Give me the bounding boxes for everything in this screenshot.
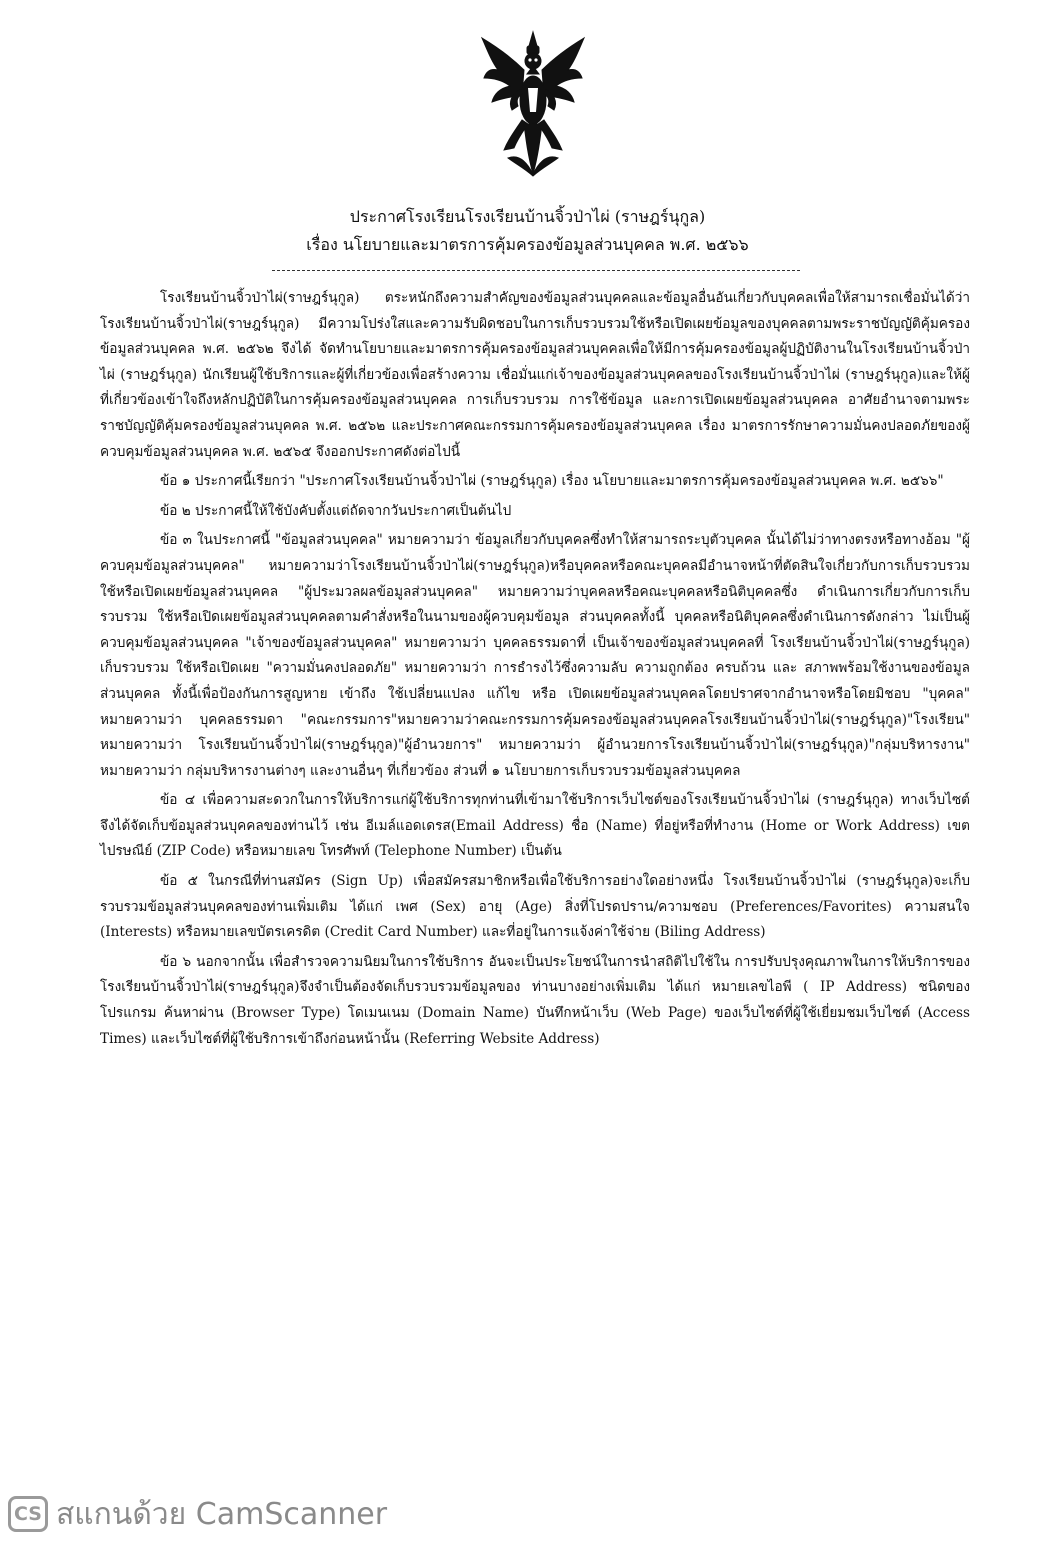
camscanner-logo-icon: CS (8, 1496, 48, 1532)
announcement-subject: เรื่อง นโยบายและมาตรการคุ้มครองข้อมูลส่วนบุคคล พ.ศ. ๒๕๖๖ (306, 235, 749, 254)
clause-6: ข้อ ๖ นอกจากนั้น เพื่อสำรวจความนิยมในการใช้บริการ อันจะเป็นประโยชน์ในการนำสถิติไปใช้ใน การปรับปรุงคุณภาพในการให้บริการของโรงเรียนบ้านจิ้วป่าไผ่(ราษฎร์นุกูล)จึงจำเป็นต้องจัดเก็บรวบรวมข้อมูลของ ท่านบางอย่างเพิ่มเติม ได้แก่ หมายเลขไอพี ( IP Address) ชนิดของ โปรแกรม ค้นหาผ่าน (Browser Type) โดเมนเนม (Domain Name) บันทึกหน้าเว็บ (Web Page) ของเว็บไซต์ที่ผู้ใช้เยี่ยมชมเว็บไซต์ (Access Times) และเว็บไซต์ที่ผู้ใช้บริการเข้าถึงก่อนหน้านั้น (Referring Website Address) (100, 953, 970, 1047)
announcement-title: ประกาศโรงเรียนโรงเรียนบ้านจิ้วป่าไผ่ (ราษฎร์นุกูล) (349, 207, 706, 226)
clause-2: ข้อ ๒ ประกาศนี้ให้ใช้บังคับตั้งแต่ถัดจากวันประกาศเป็นต้นไป (160, 502, 512, 519)
document-body (100, 286, 970, 1056)
camscanner-text: สแกนด้วย CamScanner (56, 1496, 388, 1532)
camscanner-watermark (8, 1492, 387, 1536)
clause-3: ข้อ ๓ ในประกาศนี้ "ข้อมูลส่วนบุคคล" หมายความว่า ข้อมูลเกี่ยวกับบุคคลซึ่งทำให้สามารถระบุตัวบุคคล นั้นได้ไม่ว่าทางตรงหรือทางอ้อม "ผู้ควบคุมข้อมูลส่วนบุคคล" หมายความว่าโรงเรียนบ้านจิ้วป่าไผ่(ราษฎร์นุกูล)หรือบุคคลหรือคณะบุคคลมีอำนาจหน้าที่ตัดสินใจเกี่ยวกับการเก็บรวบรวม ใช้หรือเปิดเผยข้อมูลส่วนบุคคล "ผู้ประมวลผลข้อมูลส่วนบุคคล" หมายความว่าบุคคลหรือคณะบุคคลหรือนิติบุคคลซึ่ง ดำเนินการเกี่ยวกับการเก็บรวบรวม ใช้หรือเปิดเผยข้อมูลส่วนบุคคลตามคำสั่งหรือในนามของผู้ควบคุมข้อมูล ส่วนบุคคลทั้งนี้ บุคคลหรือนิติบุคคลซึ่งดำเนินการดังกล่าว ไม่เป็นผู้ควบคุมข้อมูลส่วนบุคคล "เจ้าของข้อมูลส่วนบุคคล" หมายความว่า บุคคลธรรมดาที่ เป็นเจ้าของข้อมูลส่วนบุคคลที่ โรงเรียนบ้านจิ้วป่าไผ่(ราษฎร์นุกูล) เก็บรวบรวม ใช้หรือเปิดเผย "ความมั่นคงปลอดภัย" หมายความว่า การธำรงไว้ซึ่งความลับ ความถูกต้อง ครบถ้วน และ สภาพพร้อมใช้งานของข้อมูลส่วนบุคคล ทั้งนี้เพื่อป้องกันการสูญหาย เข้าถึง ใช้เปลี่ยนแปลง แก้ไข หรือ เปิดเผยข้อมูลส่วนบุคคลโดยปราศจากอำนาจหรือโดยมิชอบ "บุคคล" หมายความว่า บุคคลธรรมดา "คณะกรรมการ"หมายความว่าคณะกรรมการคุ้มครองข้อมูลส่วนบุคคลโรงเรียนบ้านจิ้วป่าไผ่(ราษฎร์นุกูล)"โรงเรียน" หมายความว่า โรงเรียนบ้านจิ้วป่าไผ่(ราษฎร์นุกูล)"ผู้อำนวยการ" หมายความว่า ผู้อำนวยการโรงเรียนบ้านจิ้วป่าไผ่(ราษฎร์นุกูล)"กลุ่มบริหารงาน" หมายความว่า กลุ่มบริหารงานต่างๆ และงานอื่นๆ ที่เกี่ยวข้อง ส่วนที่ ๑ นโยบายการเก็บรวบรวมข้อมูลส่วนบุคคล (100, 532, 970, 779)
clause-5: ข้อ ๕ ในกรณีที่ท่านสมัคร (Sign Up) เพื่อสมัครสมาชิกหรือเพื่อใช้บริการอย่างใดอย่างหนึ่ง โรงเรียนบ้านจิ้วป่าไผ่ (ราษฎร์นุกูล)จะเก็บรวบรวมข้อมูลส่วนบุคคลของท่านเพิ่มเติม ได้แก่ เพศ (Sex) อายุ (Age) สิ่งที่โปรดปราน/ความชอบ (Preferences/Favorites) ความสนใจ (Interests) หรือหมายเลขบัตรเครดิต (Credit Card Number) และที่อยู่ในการแจ้งค่าใช้จ่าย (Biling Address) (100, 873, 970, 941)
intro-paragraph: โรงเรียนบ้านจิ้วป่าไผ่(ราษฎร์นุกูล) ตระหนักถึงความสำคัญของข้อมูลส่วนบุคคลและข้อมูลอื่นอันเกี่ยวกับบุคคลเพื่อให้สามารถเชื่อมั่นได้ว่าโรงเรียนบ้านจิ้วป่าไผ่(ราษฎร์นุกูล) มีความโปร่งใสและความรับผิดชอบในการเก็บรวบรวมใช้หรือเปิดเผยข้อมูลของบุคคลตามพระราชบัญญัติคุ้มครองข้อมูลส่วนบุคคล พ.ศ. ๒๕๖๒ จึงได้ จัดทำนโยบายและมาตรการคุ้มครองข้อมูลส่วนบุคคลเพื่อให้มีการคุ้มครองข้อมูลผู้ปฏิบัติงานในโรงเรียนบ้านจิ้วป่าไผ่ (ราษฎร์นุกูล) นักเรียนผู้ใช้บริการและผู้ที่เกี่ยวข้องเพื่อสร้างความ เชื่อมั่นแก่เจ้าของข้อมูลส่วนบุคคลของโรงเรียนบ้านจิ้วป่าไผ่ (ราษฎร์นุกูล)และให้ผู้ที่เกี่ยวข้องเข้าใจถึงหลักปฏิบัติในการคุ้มครองข้อมูลส่วนบุคคล การเก็บรวบรวม การใช้ข้อมูล และการเปิดเผยข้อมูลส่วนบุคคล อาศัยอำนาจตามพระราชบัญญัติคุ้มครองข้อมูลส่วนบุคคล พ.ศ. ๒๕๖๒ และประกาศคณะกรรมการคุ้มครองข้อมูลส่วนบุคคล เรื่อง มาตรการรักษาความมั่นคงปลอดภัยของผู้ควบคุมข้อมูลส่วนบุคคล พ.ศ. ๒๕๖๕ จึงออกประกาศดังต่อไปนี้ (100, 290, 970, 460)
clause-4: ข้อ ๔ เพื่อความสะดวกในการให้บริการแก่ผู้ใช้บริการทุกท่านที่เข้ามาใช้บริการเว็บไซต์ของโรงเรียนบ้านจิ้วป่าไผ่ (ราษฎร์นุกูล) ทางเว็บไซต์จึงได้จัดเก็บข้อมูลส่วนบุคคลของท่านไว้ เช่น อีเมล์แอดเดรส(Email Address) ชื่อ (Name) ที่อยู่หรือที่ทำงาน (Home or Work Address) เขตไปรษณีย์ (ZIP Code) หรือหมายเลข โทรศัพท์ (Telephone Number) เป็นต้น (100, 792, 970, 860)
garuda-emblem-icon (478, 28, 588, 178)
clause-1: ข้อ ๑ ประกาศนี้เรียกว่า "ประกาศโรงเรียนบ้านจิ้วป่าไผ่ (ราษฎร์นุกูล) เรื่อง นโยบายและมาตรการคุ้มครองข้อมูลส่วนบุคคล พ.ศ. ๒๕๖๖" (160, 473, 944, 490)
dashed-divider (272, 270, 800, 271)
